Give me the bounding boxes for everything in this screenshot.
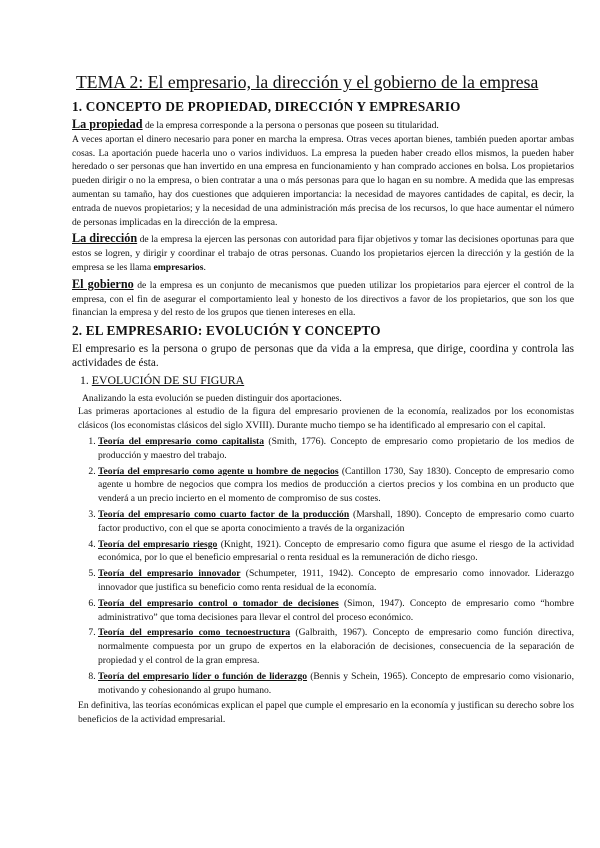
theory-item — [98, 465, 574, 506]
theory-title: Teoría del empresario innovador — [98, 568, 241, 580]
theory-text: (Smith, 1776). Concepto de empresario como propietario de los medios de producción y maestro del trabajo. — [98, 435, 574, 461]
aportaciones-paragraph: Analizando la esta evolución se pueden distinguir dos aportaciones. — [82, 392, 342, 404]
gobierno-paragraph — [72, 278, 574, 320]
theory-title: Teoría del empresario como tecnoestructura — [98, 627, 291, 639]
gobierno-text: de la empresa es un conjunto de mecanismos que pueden utilizar los propietarios para ejercer el control de la empresa, con el fin de asegurar el comportamiento leal y honesto de los directivos a favor de los propietarios, que son los que financian la empresa y del resto de los grupos que tienen intereses en ella. — [72, 279, 574, 319]
section-1-heading: 1. CONCEPTO DE PROPIEDAD, DIRECCIÓN Y EMPRESARIO — [72, 99, 461, 114]
conclusion-paragraph: En definitiva, las teorías económicas explican el papel que cumple el empresario en la economía y justifican su derecho sobre los beneficios de la actividad empresarial. — [78, 700, 574, 726]
theory-text: (Simon, 1947). Concepto de empresario como “hombre administrativo” que toma decisiones para llevar el control del proceso económico. — [98, 597, 574, 623]
theory-text: (Bennis y Schein, 1965). Concepto de empresario como visionario, motivando y cohesionando al grupo humano. — [98, 670, 574, 696]
theories-list — [78, 435, 574, 697]
theory-item — [98, 626, 574, 667]
direccion-text: de la empresa la ejercen las personas con autoridad para fijar objetivos y tomar las decisiones oportunas para que estos se logren, y dirigir y coordinar el trabajo de otras personas. Cuando los propietarios ejercen la dirección y la gestión de la empresa se les llama — [72, 234, 574, 273]
direccion-paragraph — [72, 232, 574, 274]
theory-text: (Marshall, 1890). Concepto de empresario como cuarto factor productivo, con el que se aporta conocimiento a través de la organización — [98, 508, 574, 534]
page-title: TEMA 2: El empresario, la dirección y el gobierno de la empresa — [76, 72, 539, 92]
theory-item — [98, 508, 574, 536]
theory-title: Teoría del empresario líder o función de liderazgo — [98, 670, 308, 682]
subheading-title: EVOLUCIÓN DE SU FIGURA — [91, 372, 245, 387]
theory-text: (Galbraith, 1967). Concepto de empresario como función directiva, normalmente compuesta por un grupo de expertos en la elaboración de decisiones, consecuencia de la separación de propiedad y el control de la gran empresa. — [98, 627, 574, 666]
direccion-end: . — [203, 261, 206, 273]
theory-item — [98, 597, 574, 625]
theory-text: (Schumpeter, 1911, 1942). Concepto de empresario como innovador. Liderazgo innovador que justifica su beneficio como renta residual de la economía. — [98, 568, 575, 593]
theory-title: Teoría del empresario control o tomador de decisiones — [98, 597, 339, 609]
theory-title: Teoría del empresario riesgo — [98, 538, 218, 550]
empresarios-bold: empresarios — [153, 261, 204, 273]
clasicos-paragraph: Las primeras aportaciones al estudio de la figura del empresario provienen de la economía, realizados por los economistas clásicos (los economistas clásicos del siglo XVIII). Durante mucho tiempo se ha identificado al empresario con el capital. — [78, 406, 574, 432]
empresario-intro: El empresario es la persona o grupo de personas que da vida a la empresa, que dirige, coordina y controla las actividades de ésta. — [72, 343, 574, 370]
theory-item — [98, 567, 574, 595]
propietarios-paragraph: A veces aportan el dinero necesario para poner en marcha la empresa. Otras veces aportan bienes, también pueden aportar ambas cosas. La aportación puede hacerla uno o varios individuos. La empresa la pueden haber creado ellos mismos, la pueden haber heredado o ser personas que han invertido en una empresa en funcionamiento y han comprado acciones en bolsa. Los propietarios pueden dirigir o no la empresa, o bien contratar a una o más personas para que lo hagan en su nombre. A medida que las empresas aumentan su tamaño, hay dos cuestiones que adquieren importancia: la necesidad de mayores cantidades de capital, es decir, la entrada de nuevos propietarios; y la necesidad de una administración más precisa de los recursos, lo que hace aumentar el número de personas implicadas en la dirección de la empresa. — [72, 133, 574, 228]
theory-title: Teoría del empresario como capitalista — [98, 435, 265, 447]
section-2-heading: 2. EL EMPRESARIO: EVOLUCIÓN Y CONCEPTO — [72, 323, 381, 339]
theory-text: (Knight, 1921). Concepto de empresario como figura que asume el riesgo de la actividad económica, por lo que el beneficio empresarial o renta residual es la remuneración de dicho riesgo. — [98, 538, 575, 564]
theory-item — [98, 670, 574, 698]
theory-item — [98, 538, 574, 566]
theory-title: Teoría del empresario como cuarto factor de la producción — [98, 508, 350, 520]
subheading-number: 1. — [80, 372, 92, 387]
propiedad-paragraph — [72, 118, 574, 133]
direccion-term: La dirección — [72, 231, 138, 246]
evolucion-subheading — [80, 373, 574, 388]
propiedad-term: La propiedad — [72, 117, 143, 131]
theory-title: Teoría del empresario como agente u hombre de negocios — [98, 465, 339, 477]
gobierno-term: El gobierno — [72, 276, 134, 291]
theory-item — [98, 435, 574, 463]
theory-text: (Cantillon 1730, Say 1830). Concepto de empresario como agente u hombre de negocios que compra los medios de producción a ciertos precios y los combina en un producto que venderá a un precio incierto en el momento de compromiso de sus costes. — [98, 465, 575, 505]
propiedad-text: de la empresa corresponde a la persona o personas que poseen su titularidad. — [142, 120, 439, 131]
evolucion-body — [72, 392, 574, 727]
